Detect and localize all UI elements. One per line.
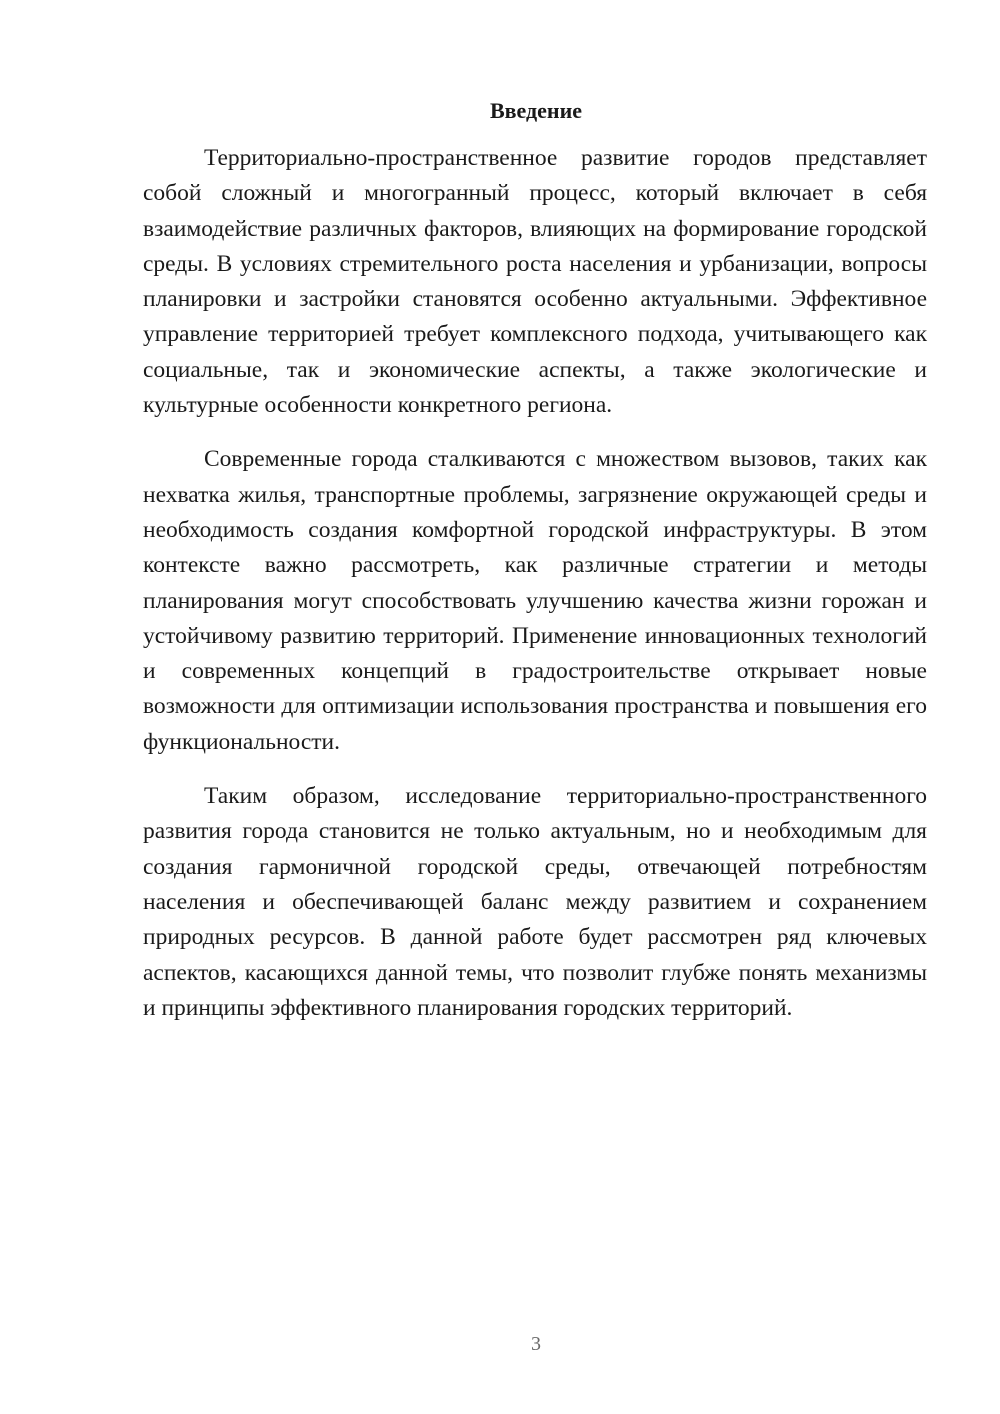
paragraph-1: Территориально-пространственное развитие городов представляет собой сложный и многогранный процесс, который включает в себя взаимодействие различных факторов, влияющих на формирование городской среды. В условиях стремительного роста населения и урбанизации, вопросы планировки и застройки становятся особенно актуальными. Эффективное управление территорией требует комплексного подхода, учитывающего как социальные, так и экономические аспекты, а также экологические и культурные особенности конкретного региона.	[143, 145, 927, 419]
page-number: 3	[531, 1333, 541, 1355]
page-title: Введение	[489, 98, 583, 123]
paragraph-3: Таким образом, исследование территориально-пространственного развития города становится не только актуальным, но и необходимым для создания гармоничной городской среды, отвечающей потребностям населения и обеспечивающей баланс между развитием и сохранением природных ресурсов. В данной работе будет рассмотрен ряд ключевых аспектов, касающихся данной темы, что позволит глубже понять механизмы и принципы эффективного планирования городских территорий.	[143, 783, 927, 1021]
document-body	[143, 141, 927, 1045]
paragraph-2: Современные города сталкиваются с множеством вызовов, таких как нехватка жилья, транспортные проблемы, загрязнение окружающей среды и необходимость создания комфортной городской инфраструктуры. В этом контексте важно рассмотреть, как различные стратегии и методы планирования могут способствовать улучшению качества жизни горожан и устойчивому развитию территорий. Применение инновационных технологий и современных концепций в градостроительстве открывает новые возможности для оптимизации использования пространства и повышения его функциональности.	[143, 446, 927, 755]
